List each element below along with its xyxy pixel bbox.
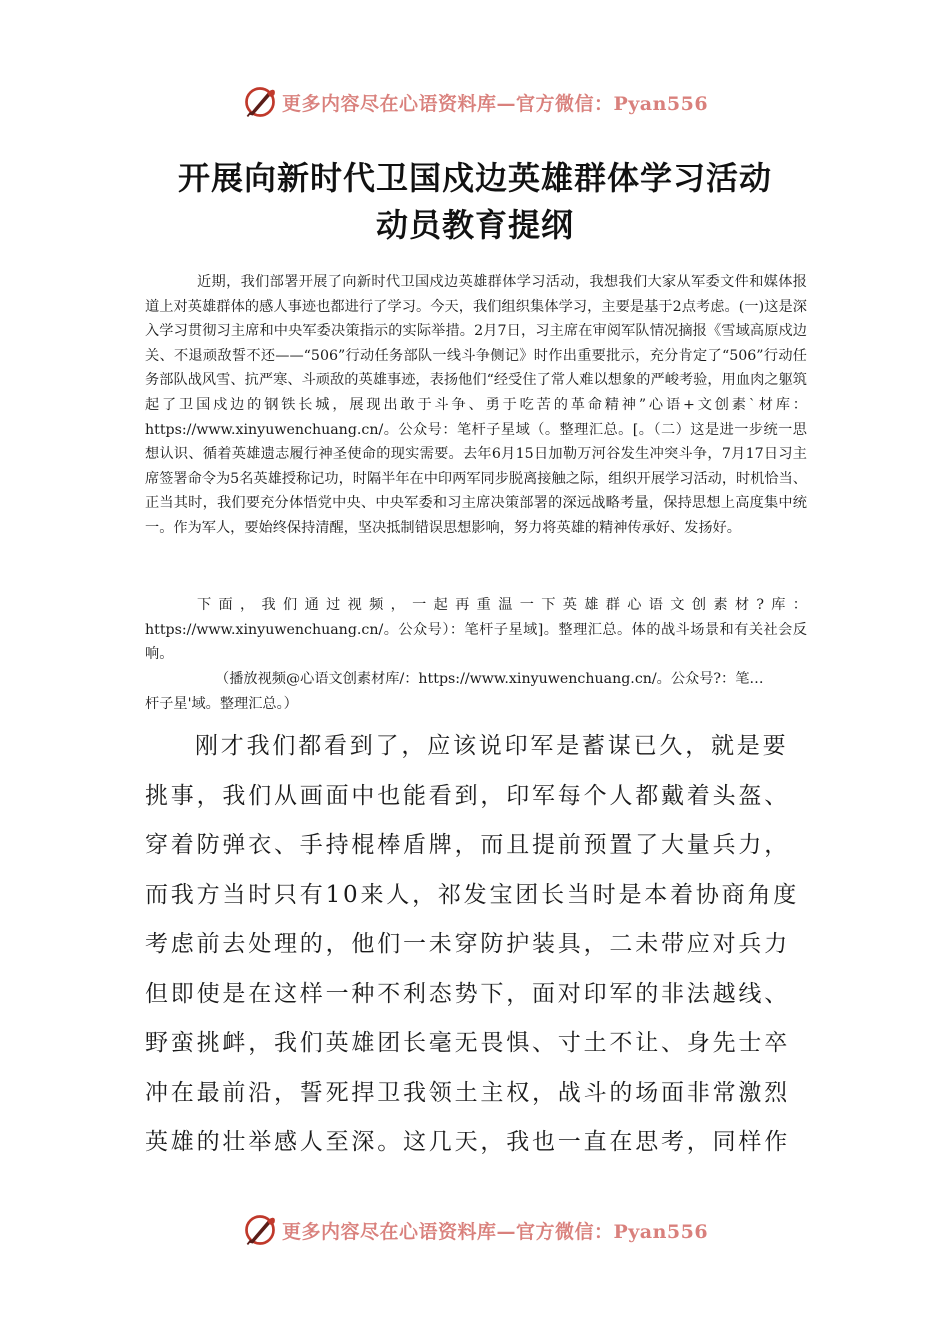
- body-line: 英雄的壮举感人至深。这几天，我也一直在思考，同样作: [145, 1129, 790, 1155]
- body-line: 刚才我们都看到了，应该说印军是蓄谋已久，就是要: [195, 733, 789, 759]
- document-title-line1: 开展向新时代卫国戍边英雄群体学习活动: [177, 159, 772, 197]
- banner-text: 更多内容尽在心语资料库—官方微信：Pyan556: [281, 1220, 709, 1243]
- paragraph-intro: 近期，我们部署开展了向新时代卫国戍边英雄群体学习活动，我想我们大家从军委文件和媒体报道上对英雄群体的感人事迹也都进行了学习。今天，我们组织集体学习，主要是基于2点考虑。(一)这是深入学习贯彻习主席和中央军委决策指示的实际举措。2月7日，习主席在审阅军队情况摘报《雪域高原戍边关、不退顽敌誓不还——“506”行动任务部队一线斗争侧记》时作出重要批示，充分肯定了“506”行动任务部队战风雪、抗严寒、斗顽敌的英雄事迹，表扬他们“经受住了常人难以想象的严峻考验，用血肉之躯筑起了卫国戍边的钢铁长城，展现出敢于斗争、勇于吃苦的革命精神”心语+文创素`材库：https://www.xinyuwenchuang.cn/。公众号：笔杆子星域（。整理汇总。[。（二）这是进一步统一思想认识、循着英雄遗志履行神圣使命的现实需要。去年6月15日加勒万河谷发生冲突斗争，7月17日习主席签署命令为5名英雄授称记功，时隔半年在中印两军同步脱离接触之际，组织开展学习活动，时机恰当、正当其时，我们要充分体悟党中央、中央军委和习主席决策部署的深远战略考量，保持思想上高度集中统一。作为军人，要始终保持清醒，坚决抵制错误思想影响，努力将英雄的精神传承好、发扬好。: [145, 274, 807, 536]
- body-line: 穿着防弹衣、手持棍棒盾牌，而且提前预置了大量兵力，: [145, 832, 790, 858]
- body-line: 考虑前去处理的，他们一未穿防护装具，二未带应对兵力: [145, 931, 790, 957]
- video-note-line2: 杆子星'域。整理汇总。）: [145, 695, 298, 712]
- body-line: 野蛮挑衅，我们英雄团长毫无畏惧、寸土不让、身先士卒: [145, 1030, 790, 1056]
- footer-banner: [0, 1210, 950, 1250]
- body-line: 挑事，我们从画面中也能看到，印军每个人都戴着头盔、: [145, 782, 790, 809]
- header-banner: [0, 82, 950, 122]
- paragraph-video-note: [145, 667, 807, 716]
- body-line: 冲在最前沿，誓死捍卫我领土主权，战斗的场面非常激烈: [145, 1079, 790, 1106]
- video-note-line1: （播放视频@心语文创素材库/：https://www.xinyuwenchuang.cn/。公众号?：笔…: [215, 671, 764, 687]
- body-line: 但即使是在这样一种不利态势下，面对印军的非法越线、: [145, 980, 790, 1007]
- quill-pen-logo-icon: [242, 1212, 278, 1248]
- banner-text: 更多内容尽在心语资料库—官方微信：Pyan556: [281, 92, 709, 115]
- body-line: 而我方当时只有10来人，祁发宝团长当时是本着协商角度: [145, 881, 800, 908]
- body-large-text: [145, 722, 807, 1168]
- paragraph-video-intro: 下面，我们通过视频，一起再重温一下英雄群心语文创素材?库：https://www.xinyuwenchuang.cn/。公众号）：笔杆子星域]。整理汇总。体的战斗场景和有关社会反响。: [145, 597, 807, 663]
- document-title-line2: 动员教育提纲: [375, 206, 574, 244]
- quill-pen-logo-icon: [242, 84, 278, 120]
